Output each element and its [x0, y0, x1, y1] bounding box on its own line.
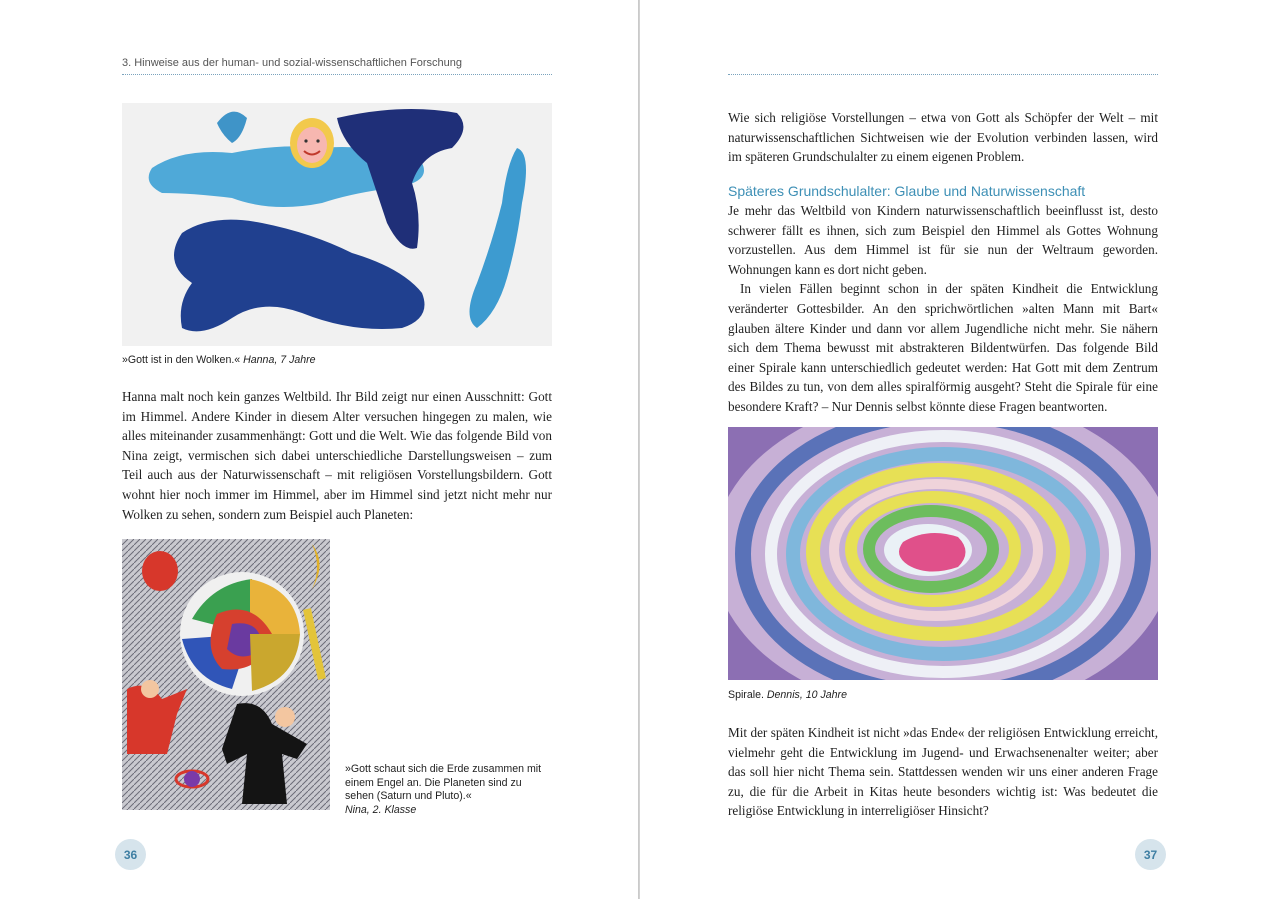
- section-subheading: Späteres Grundschulalter: Glaube und Naturwissenschaft: [728, 183, 1086, 199]
- right-body: [728, 201, 1158, 417]
- figure2-caption: [345, 763, 545, 817]
- right-paragraph-2: In vielen Fällen beginnt schon in der späten Kindheit die Entwicklung veränderter Gottesbilder. An den sprichwörtlichen »alten Mann mit Bart« glauben ältere Kinder und dann vor allem Jugendliche nicht mehr. Sie nähern sich dem Thema bewusst mit abstrakteren Bildentwürfen. Das folgende Bild einer Spirale kann unterschiedlich gedeutet werden: Hat Gott mit dem Zentrum des Bildes zu tun, von dem alles spiralförmig ausgeht? Steht die Spirale für eine besondere Kraft? – Nur Dennis selbst könnte diese Fragen beantworten.: [728, 281, 1158, 414]
- figure2-caption-author: Nina, 2. Klasse: [345, 803, 417, 816]
- left-paragraph: [122, 387, 552, 524]
- drawing-god-in-clouds: [122, 103, 552, 346]
- right-page: [640, 0, 1280, 899]
- figure1-caption: [122, 354, 552, 368]
- figure1-caption-author: Hanna, 7 Jahre: [243, 354, 316, 366]
- right-paragraph-1: Je mehr das Weltbild von Kindern naturwissenschaftlich beeinflusst ist, desto schwerer fällt es ihnen, sich zum Beispiel den Himmel als Gottes Wohnung vorzustellen. Aus dem Himmel ist für sie nun der Weltraum geworden. Wohnungen kann es dort nicht geben.: [728, 203, 1158, 277]
- painting-spiral: [728, 427, 1158, 680]
- right-intro: [728, 108, 1158, 167]
- right-paragraph-3: Mit der späten Kindheit ist nicht »das Ende« der religiösen Entwicklung erreicht, vielmehr geht die Entwicklung im Jugend- und Erwachsenenalter weiter; aber das soll hier nicht Thema sein. Stattdessen wenden wir uns einer anderen Frage zu, die für die Arbeit in Kitas heute besonders wichtig ist: Was bedeutet die religiöse Entwicklung in interreligiöser Hinsicht?: [728, 725, 1158, 819]
- page-number-left: 36: [115, 839, 146, 870]
- figure3-caption: [728, 689, 1158, 703]
- header-divider-right: [728, 74, 1158, 75]
- left-paragraph-text: Hanna malt noch kein ganzes Weltbild. Ihr Bild zeigt nur einen Ausschnitt: Gott im Himmel. Andere Kinder in diesem Alter versuchen hingegen zu malen, wie alles miteinander zusammenhängt: Gott und die Welt. Wie das folgende Bild von Nina zeigt, vermischen sich dabei unterschiedliche Darstellungsweisen – zum Teil auch aus der Naturwissenschaft – mit religiösen Vorstellungsbildern. Gott wohnt hier noch immer im Himmel, aber im Himmel sind jetzt nicht mehr nur Wolken zu sehen, sondern zum Beispiel auch Planeten:: [122, 389, 552, 522]
- right-intro-text: Wie sich religiöse Vorstellungen – etwa von Gott als Schöpfer der Welt – mit naturwissenschaftlichen Sichtweisen wie der Evolution verbinden lassen, wird im späteren Grundschulalter zu einem eigenen Problem.: [728, 110, 1158, 165]
- header-divider: [122, 74, 552, 75]
- page-number-right: 37: [1135, 839, 1166, 870]
- figure1-caption-quote: »Gott ist in den Wolken.«: [122, 354, 241, 366]
- drawing-god-earth-angel: [122, 539, 330, 810]
- left-page: [0, 0, 638, 899]
- running-head: 3. Hinweise aus der human- und sozial-wissenschaftlichen Forschung: [122, 57, 462, 69]
- figure3-caption-title: Spirale.: [728, 689, 764, 701]
- figure2-caption-quote: »Gott schaut sich die Erde zusammen mit einem Engel an. Die Planeten sind zu sehen (Saturn und Pluto).«: [345, 763, 542, 802]
- figure3-caption-author: Dennis, 10 Jahre: [766, 689, 847, 701]
- right-final: [728, 723, 1158, 821]
